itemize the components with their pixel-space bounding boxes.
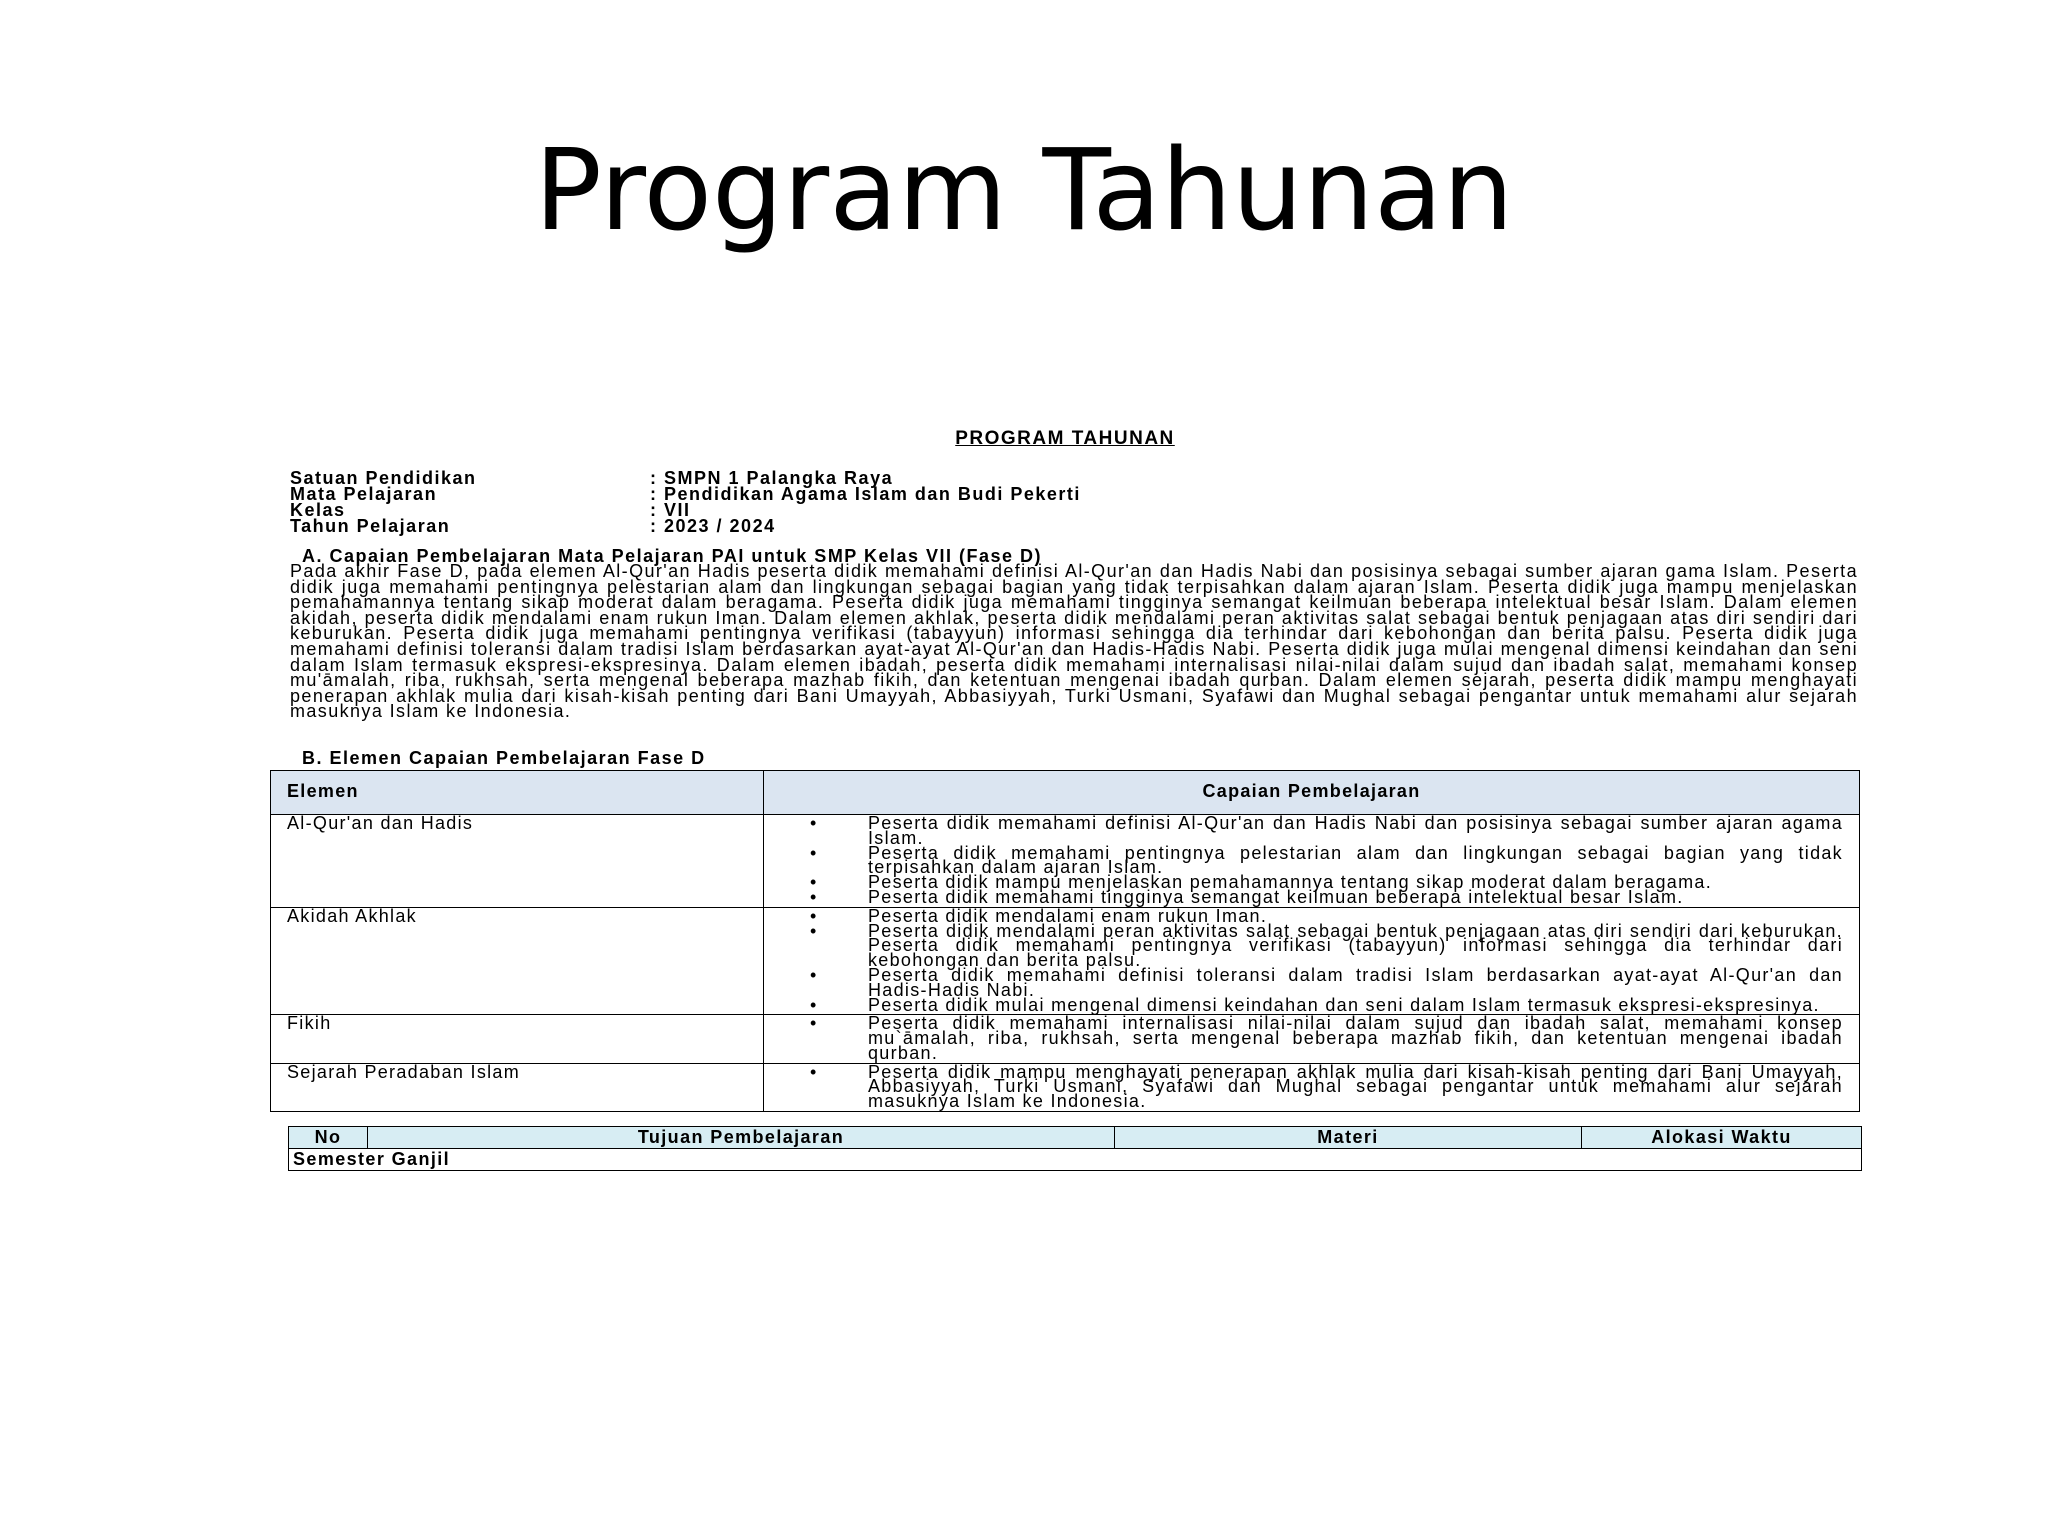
- bullet-icon: •: [810, 920, 818, 941]
- identity-block: [290, 470, 1860, 534]
- list-item: [780, 1013, 1843, 1063]
- capaian-list: [780, 1013, 1843, 1063]
- identity-row: [290, 518, 1860, 534]
- list-item-text: Peserta didik mendalami peran aktivitas salat sebagai bentuk penjagaan atas diri sendiri dari keburukan. Peserta didik memahami pentingnya verifikasi (tabayyun) informasi sehingga dia terhindar dari kebohongan dan berita palsu.: [868, 920, 1843, 971]
- identity-row: [290, 502, 1860, 518]
- column-header-elemen: Elemen: [271, 770, 764, 814]
- identity-label: Satuan Pendidikan: [290, 468, 477, 488]
- identity-row: [290, 486, 1860, 502]
- slide-title: Program Tahunan: [534, 126, 1514, 256]
- capaian-cell: [764, 1015, 1860, 1063]
- capaian-table-header-row: [271, 770, 1860, 814]
- elemen-cell: Fikih: [271, 1015, 764, 1063]
- list-item-text: Peserta didik memahami definisi Al-Qur'an dan Hadis Nabi dan posisinya sebagai sumber ajaran agama Islam.: [868, 812, 1843, 848]
- bullet-icon: •: [810, 842, 818, 863]
- column-header-tujuan: Tujuan Pembelajaran: [368, 1127, 1115, 1149]
- list-item-text: Peserta didik mampu menjelaskan pemahamannya tentang sikap moderat dalam beragama.: [868, 872, 1713, 893]
- list-item: [780, 812, 1843, 848]
- identity-label: Kelas: [290, 500, 346, 520]
- list-item-text: Peserta didik memahami internalisasi nilai-nilai dalam sujud dan ibadah salat, memahami konsep mu`āmalah, riba, rukhsah, serta mengenal beberapa mazhab fikih, dan ketentuan mengenai ibadah qurban.: [868, 1013, 1843, 1063]
- section-a-heading: A. Capaian Pembelajaran Mata Pelajaran PAI untuk SMP Kelas VII (Fase D): [302, 546, 1043, 566]
- bullet-icon: •: [810, 1061, 818, 1082]
- bullet-icon: •: [810, 1013, 818, 1034]
- table-row: [271, 1063, 1860, 1111]
- semester-label: Semester Ganjil: [289, 1149, 1862, 1171]
- table-row: [289, 1149, 1862, 1171]
- list-item-text: Peserta didik memahami definisi toleransi dalam tradisi Islam berdasarkan ayat-ayat Al-Qur'an dan Hadis-Hadis Nabi.: [868, 964, 1843, 1000]
- capaian-list: [780, 905, 1843, 1015]
- elemen-cell: Akidah Akhlak: [271, 907, 764, 1015]
- list-item-text: Peserta didik memahami tingginya semangat keilmuan beberapa intelektual besar Islam.: [868, 886, 1684, 907]
- capaian-cell: [764, 1063, 1860, 1111]
- tujuan-pembelajaran-table: [288, 1126, 1862, 1171]
- list-item: [780, 1061, 1843, 1112]
- identity-value: : 2023 / 2024: [650, 516, 776, 536]
- identity-label: Mata Pelajaran: [290, 484, 438, 504]
- column-header-alokasi: Alokasi Waktu: [1582, 1127, 1862, 1149]
- table-row: [271, 907, 1860, 1015]
- table-row: [271, 1015, 1860, 1063]
- column-header-no: No: [289, 1127, 368, 1149]
- identity-value: : SMPN 1 Palangka Raya: [650, 468, 894, 488]
- capaian-list: [780, 812, 1843, 907]
- table-row: [271, 814, 1860, 907]
- list-item: [780, 994, 1843, 1015]
- list-item-text: Peserta didik mampu menghayati penerapan akhlak mulia dari kisah-kisah penting dari Bani Umayyah, Abbasiyyah, Turki Usmani, Syafawi dan Mughal sebagai pengantar untuk memahami alur sejarah masuknya Islam ke Indonesia.: [868, 1061, 1843, 1112]
- tp-table-header-row: [289, 1127, 1862, 1149]
- identity-label: Tahun Pelajaran: [290, 516, 451, 536]
- list-item: [780, 886, 1843, 907]
- elemen-cell: Sejarah Peradaban Islam: [271, 1063, 764, 1111]
- document-image: [270, 428, 1860, 1171]
- identity-value: : Pendidikan Agama Islam dan Budi Pekerti: [650, 484, 1081, 504]
- capaian-table: [270, 770, 1860, 1112]
- capaian-cell: [764, 907, 1860, 1015]
- capaian-list: [780, 1061, 1843, 1112]
- identity-value: : VII: [650, 500, 691, 520]
- bullet-icon: •: [810, 886, 818, 907]
- bullet-icon: •: [810, 905, 818, 926]
- bullet-icon: •: [810, 872, 818, 893]
- bullet-icon: •: [810, 994, 818, 1015]
- list-item-text: Peserta didik mulai mengenal dimensi keindahan dan seni dalam Islam termasuk ekspresi-ekspresinya.: [868, 994, 1820, 1015]
- list-item-text: Peserta didik mendalami enam rukun Iman.: [868, 905, 1268, 926]
- capaian-cell: [764, 814, 1860, 907]
- column-header-materi: Materi: [1115, 1127, 1582, 1149]
- elemen-cell: Al-Qur'an dan Hadis: [271, 814, 764, 907]
- list-item: [780, 964, 1843, 1000]
- column-header-capaian: Capaian Pembelajaran: [764, 770, 1860, 814]
- section-b-heading: B. Elemen Capaian Pembelajaran Fase D: [302, 747, 706, 768]
- list-item: [780, 920, 1843, 971]
- document-title: PROGRAM TAHUNAN: [955, 428, 1175, 449]
- list-item-text: Peserta didik memahami pentingnya pelestarian alam dan lingkungan sebagai bagian yang tidak terpisahkan dalam ajaran Islam.: [868, 842, 1843, 878]
- section-a-paragraph: Pada akhir Fase D, pada elemen Al-Qur'an Hadis peserta didik memahami definisi Al-Qur'an dan Hadis Nabi dan posisinya sebagai sumber ajaran gama Islam. Peserta didik juga memahami pentingnya pelestarian alam dan lingkungan sebagai bagian yang tidak terpisahkan dalam ajaran Islam. Peserta didik juga mampu menjelaskan pemahamannya tentang sikap moderat dalam beragama. Peserta didik juga memahami tingginya semangat keilmuan beberapa intelektual besar Islam. Dalam elemen akidah, peserta didik mendalami enam rukun Iman. Dalam elemen akhlak, peserta didik mendalami peran aktivitas salat sebagai bentuk penjagaan atas diri sendiri dari keburukan. Peserta didik juga memahami pentingnya verifikasi (tabayyun) informasi sehingga dia terhindar dari kebohongan dan berita palsu. Peserta didik juga memahami definisi toleransi dalam tradisi Islam berdasarkan ayat-ayat Al-Qur'an dan Hadis-Hadis Nabi. Peserta didik juga mulai mengenal dimensi keindahan dan seni dalam Islam termasuk ekspresi-ekspresinya. Dalam elemen ibadah, peserta didik memahami internalisasi nilai-nilai dalam sujud dan ibadah salat, memahami konsep mu'āmalah, riba, rukhsah, serta mengenal beberapa mazhab fikih, dan ketentuan mengenai ibadah qurban. Dalam elemen sejarah, peserta didik mampu menghayati penerapan akhlak mulia dari kisah-kisah penting dari Bani Umayyah, Abbasiyyah, Turki Usmani, Syafawi dan Mughal sebagai pengantar untuk memahami alur sejarah masuknya Islam ke Indonesia.: [290, 561, 1858, 722]
- bullet-icon: •: [810, 964, 818, 985]
- bullet-icon: •: [810, 812, 818, 833]
- list-item: [780, 842, 1843, 878]
